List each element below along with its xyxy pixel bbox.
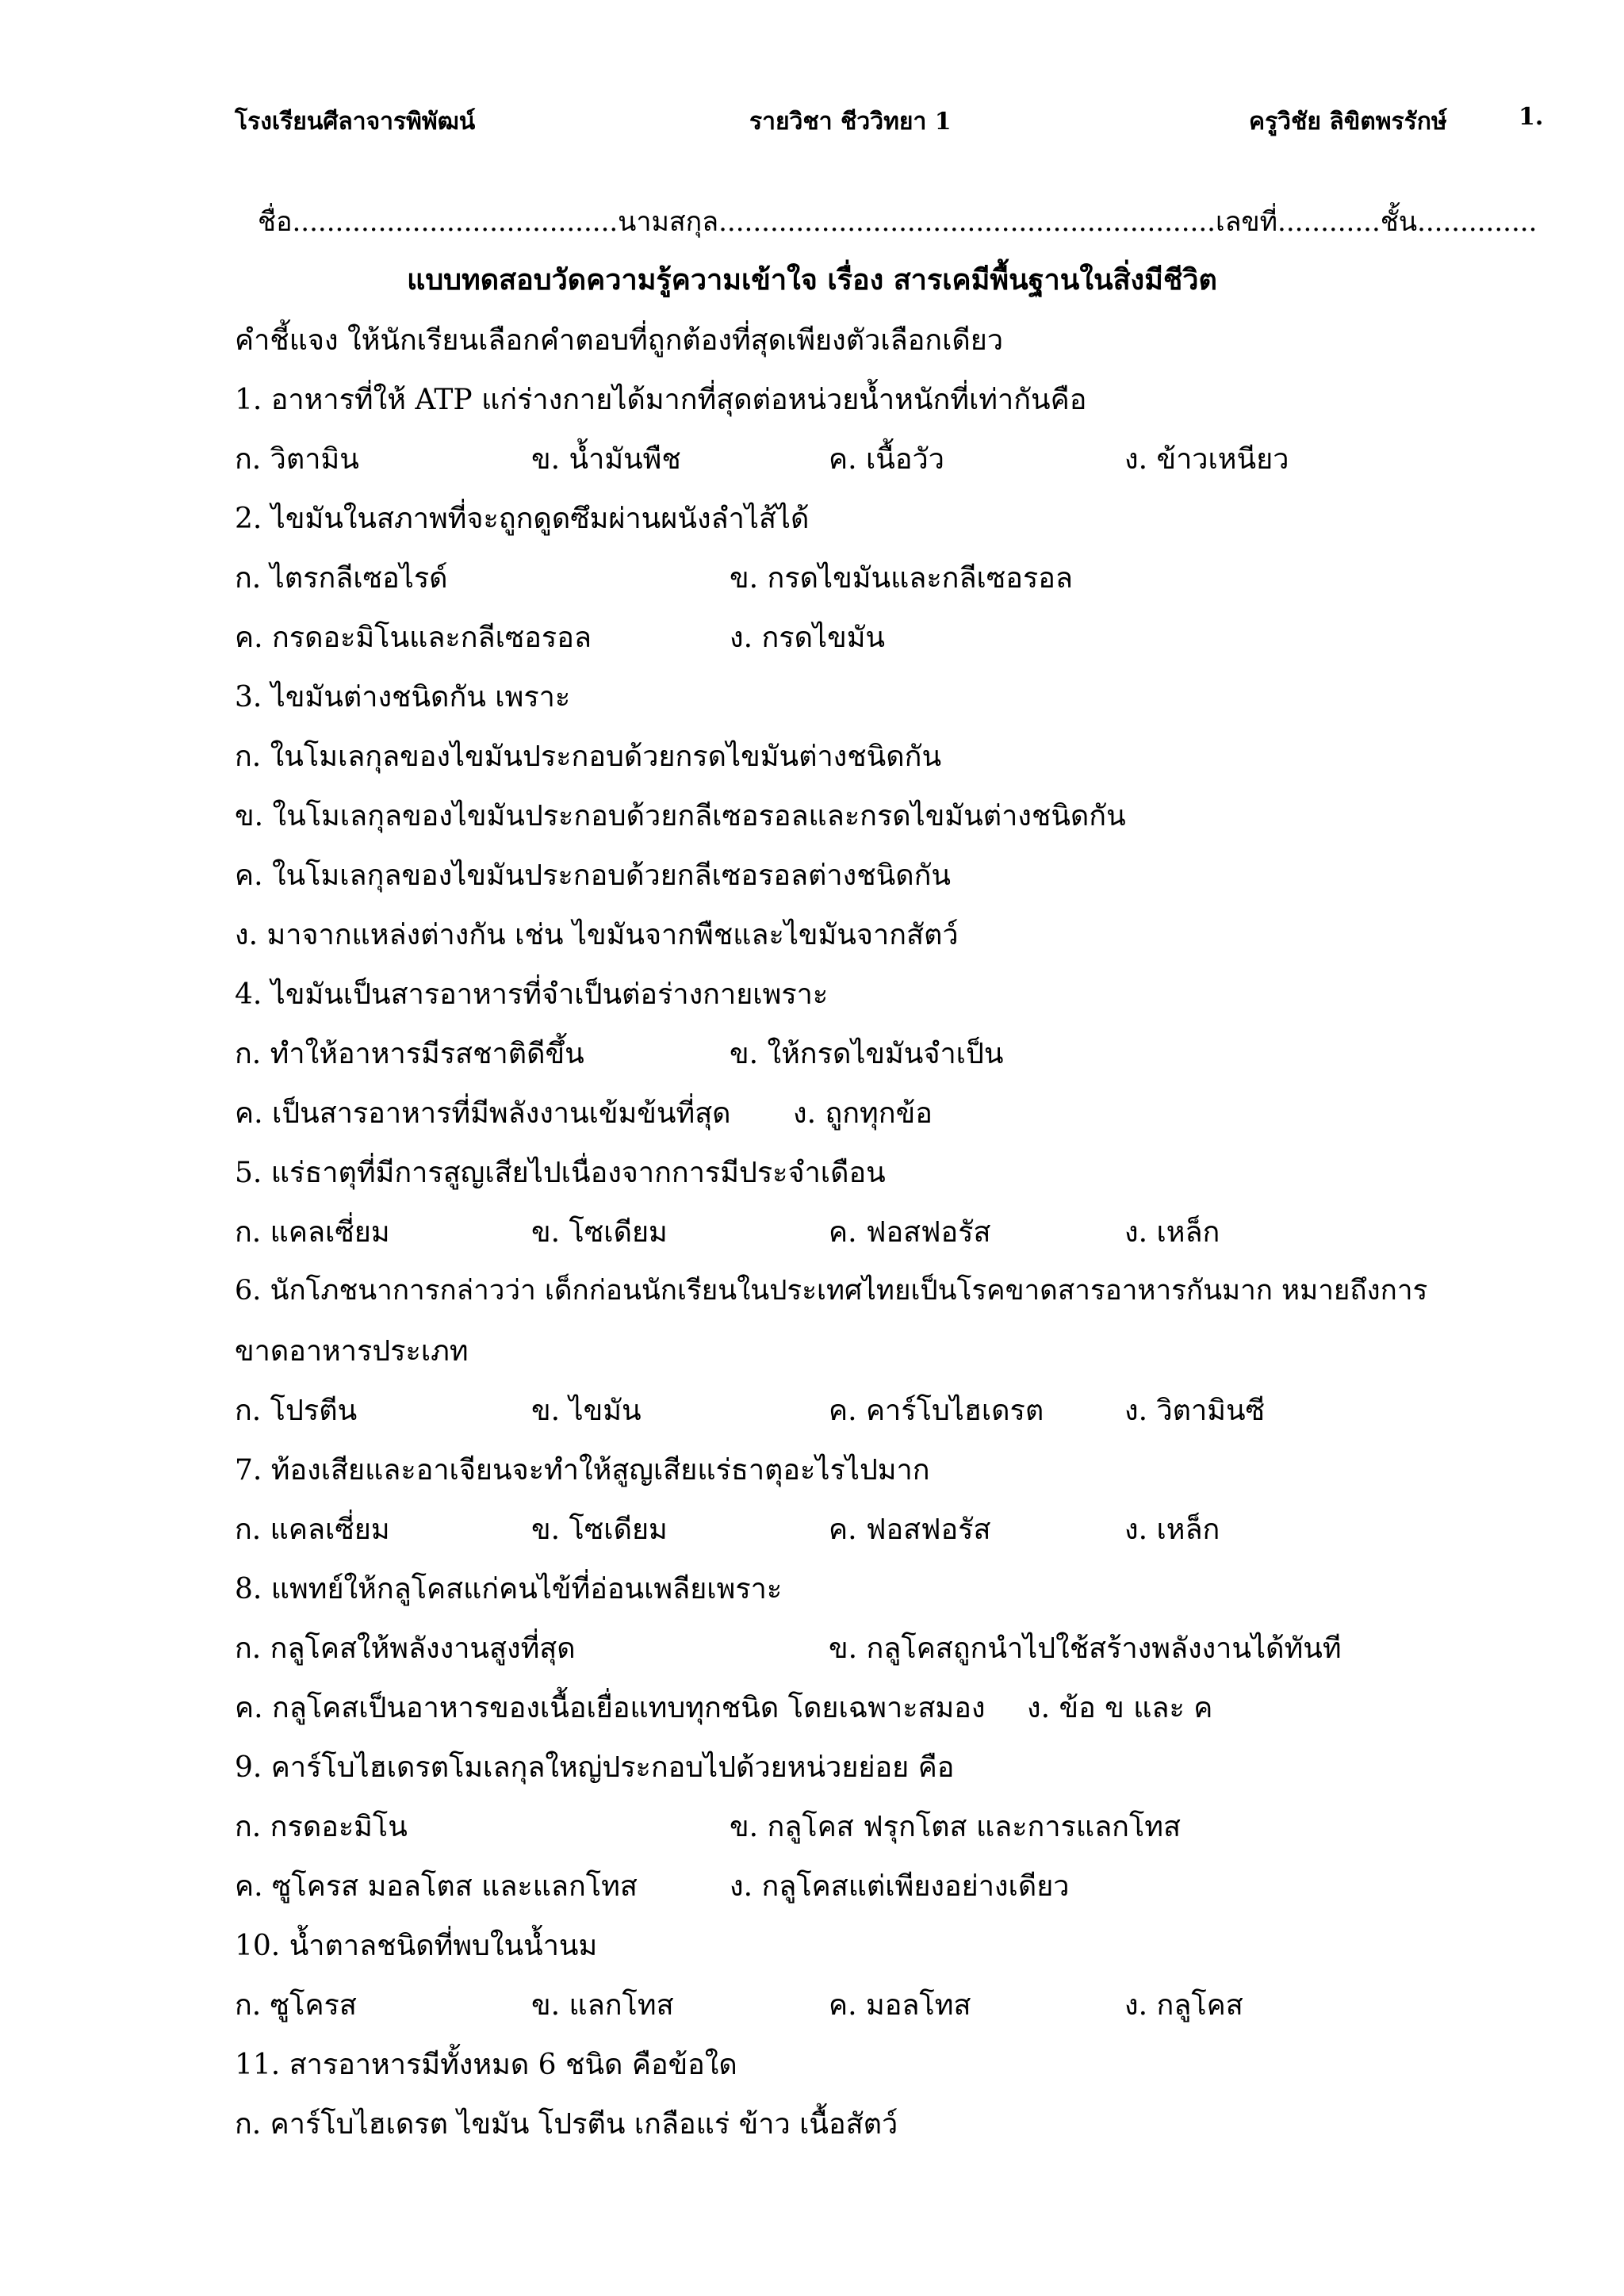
q2-option-c: ค. กรดอะมิโนและกลีเซอรอล [235, 622, 592, 654]
q7-option-c: ค. ฟอสฟอรัส [829, 1513, 991, 1546]
question-10: 10. น้ำตาลชนิดที่พบในน้ำนม [235, 1930, 598, 1962]
test-title: แบบทดสอบวัดความรู้ความเข้าใจ เรื่อง สารเคมีพื้นฐานในสิ่งมีชีวิต [407, 263, 1217, 297]
q6-option-b: ข. ไขมัน [531, 1395, 642, 1427]
q9-option-d: ง. กลูโคสแต่เพียงอย่างเดียว [730, 1870, 1070, 1903]
q4-option-d: ง. ถูกทุกข้อ [793, 1097, 933, 1130]
q5-option-d: ง. เหล็ก [1124, 1216, 1220, 1249]
q8-option-a: ก. กลูโคสให้พลังงานสูงที่สุด [235, 1632, 576, 1665]
q9-option-b: ข. กลูโคส ฟรุกโตส และการแลกโทส [730, 1811, 1181, 1843]
q2-option-a: ก. ไตรกลีเซอไรด์ [235, 562, 448, 595]
question-2: 2. ไขมันในสภาพที่จะถูกดูดซึมผ่านผนังลำไส้ได้ [235, 503, 810, 535]
q3-option-a: ก. ในโมเลกุลของไขมันประกอบด้วยกรดไขมันต่างชนิดกัน [235, 740, 942, 773]
q1-option-d: ง. ข้าวเหนียว [1124, 443, 1289, 476]
q1-option-a: ก. วิตามิน [235, 443, 359, 476]
question-8: 8. แพทย์ให้กลูโคสแก่คนไข้ที่อ่อนเพลียเพราะ [235, 1573, 783, 1605]
q6-option-d: ง. วิตามินซี [1124, 1395, 1266, 1427]
q9-option-a: ก. กรดอะมิโน [235, 1811, 408, 1843]
q4-option-c: ค. เป็นสารอาหารที่มีพลังงานเข้มข้นที่สุด [235, 1097, 731, 1130]
q3-option-d: ง. มาจากแหล่งต่างกัน เช่น ไขมันจากพืชและไขมันจากสัตว์ [235, 919, 959, 951]
question-4: 4. ไขมันเป็นสารอาหารที่จำเป็นต่อร่างกายเพราะ [235, 978, 829, 1011]
q9-option-c: ค. ซูโครส มอลโตส และแลกโทส [235, 1870, 638, 1903]
q2-option-d: ง. กรดไขมัน [730, 622, 886, 654]
q6-option-c: ค. คาร์โบไฮเดรต [829, 1395, 1044, 1427]
q7-option-b: ข. โซเดียม [531, 1513, 668, 1546]
instruction: คำชี้แจง ให้นักเรียนเลือกคำตอบที่ถูกต้องที่สุดเพียงตัวเลือกเดียว [235, 324, 1004, 357]
q8-option-d: ง. ข้อ ข และ ค [1027, 1692, 1213, 1724]
q1-option-b: ข. น้ำมันพืช [531, 443, 681, 476]
question-1: 1. อาหารที่ให้ ATP แก่ร่างกายได้มากที่สุดต่อหน่วยน้ำหนักที่เท่ากันคือ [235, 384, 1087, 416]
q10-option-d: ง. กลูโคส [1124, 1989, 1243, 2022]
q7-option-a: ก. แคลเซี่ยม [235, 1513, 390, 1546]
q5-option-a: ก. แคลเซี่ยม [235, 1216, 390, 1249]
q6-option-a: ก. โปรตีน [235, 1395, 358, 1427]
header-teacher: ครูวิชัย ลิขิตพรรักษ์ [1249, 108, 1447, 136]
question-3: 3. ไขมันต่างชนิดกัน เพราะ [235, 681, 571, 714]
q10-option-c: ค. มอลโทส [829, 1989, 971, 2022]
q11-option-a: ก. คาร์โบไฮเดรต ไขมัน โปรตีน เกลือแร่ ข้าว เนื้อสัตว์ [235, 2108, 898, 2141]
question-9: 9. คาร์โบไฮเดรตโมเลกุลใหญ่ประกอบไปด้วยหน่วยย่อย คือ [235, 1751, 955, 1784]
q1-option-c: ค. เนื้อวัว [829, 443, 944, 476]
q2-option-b: ข. กรดไขมันและกลีเซอรอล [730, 562, 1073, 595]
q5-option-c: ค. ฟอสฟอรัส [829, 1216, 991, 1249]
question-5: 5. แร่ธาตุที่มีการสูญเสียไปเนื่องจากการมีประจำเดือน [235, 1157, 886, 1189]
q4-option-b: ข. ให้กรดไขมันจำเป็น [730, 1038, 1004, 1070]
question-6-continued: ขาดอาหารประเภท [235, 1335, 469, 1368]
q10-option-b: ข. แลกโทส [531, 1989, 674, 2022]
header-subject: รายวิชา ชีววิทยา 1 [749, 108, 952, 136]
q8-option-c: ค. กลูโคสเป็นอาหารของเนื้อเยื่อแทบทุกชนิด โดยเฉพาะสมอง [235, 1692, 986, 1724]
question-11: 11. สารอาหารมีทั้งหมด 6 ชนิด คือข้อใด [235, 2049, 737, 2081]
q5-option-b: ข. โซเดียม [531, 1216, 668, 1249]
header-page-number: 1. [1519, 103, 1544, 131]
student-info-line: ชื่อ......................................นามสกุล..........................................................เลขที่............ชั้น.............. [258, 206, 1538, 238]
header-school: โรงเรียนศีลาจารพิพัฒน์ [235, 108, 476, 136]
q3-option-b: ข. ในโมเลกุลของไขมันประกอบด้วยกลีเซอรอลและกรดไขมันต่างชนิดกัน [235, 800, 1126, 832]
question-7: 7. ท้องเสียและอาเจียนจะทำให้สูญเสียแร่ธาตุอะไรไปมาก [235, 1454, 930, 1487]
question-6: 6. นักโภชนาการกล่าวว่า เด็กก่อนนักเรียนในประเทศไทยเป็นโรคขาดสารอาหารกันมาก หมายถึงการ [235, 1275, 1428, 1307]
q3-option-c: ค. ในโมเลกุลของไขมันประกอบด้วยกลีเซอรอลต่างชนิดกัน [235, 859, 952, 892]
q4-option-a: ก. ทำให้อาหารมีรสชาติดีขึ้น [235, 1038, 584, 1070]
q8-option-b: ข. กลูโคสถูกนำไปใช้สร้างพลังงานได้ทันที [829, 1632, 1342, 1665]
q10-option-a: ก. ซูโครส [235, 1989, 357, 2022]
q7-option-d: ง. เหล็ก [1124, 1513, 1220, 1546]
